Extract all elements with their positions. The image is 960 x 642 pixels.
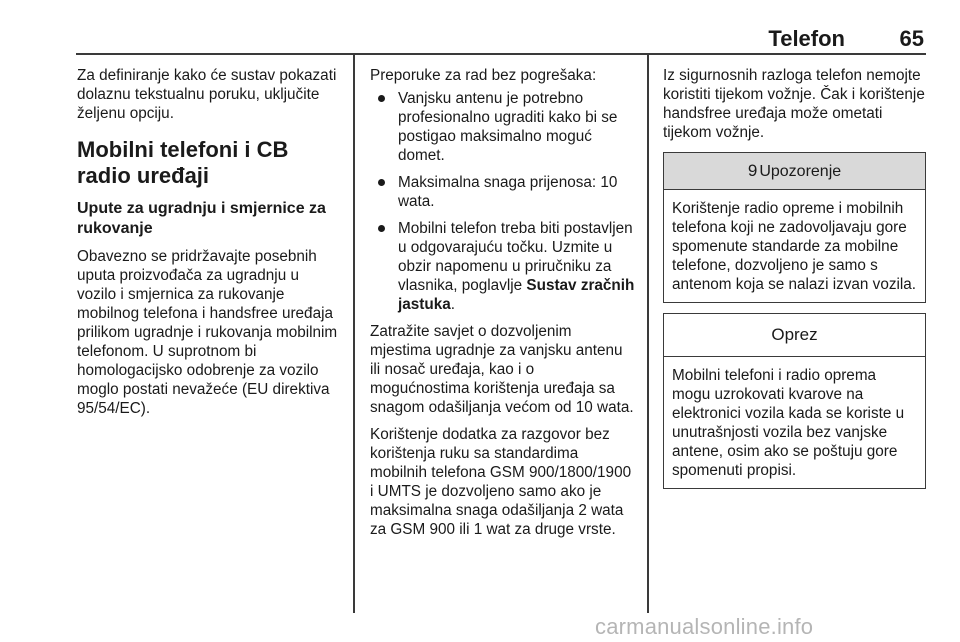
- caution-header: Oprez: [664, 314, 925, 357]
- column-3: [663, 66, 927, 489]
- body-paragraph: Korištenje dodatka za razgovor bez korištenja ruku sa standardima mobilnih telefona GSM 900/1800/1900 i UMTS je dozvoljeno samo ako je maksimalna snaga odašiljanja 2 wata za GSM 900 ili 1 wat za druge vrste.: [370, 426, 632, 538]
- caution-box: [663, 313, 926, 489]
- warning-title: Upozorenje: [759, 163, 842, 180]
- lead-paragraph: Preporuke za rad bez pogrešaka:: [370, 67, 597, 84]
- warning-body: Korištenje radio opreme i mobilnih telefona koji ne zadovoljavaju gore spomenute standarde za mobilne telefone, dozvoljeno je samo s antenom koja se nalazi izvan vozila.: [672, 200, 917, 293]
- column-1: [77, 66, 341, 426]
- column-divider-2: [647, 55, 649, 613]
- body-paragraph: Obavezno se pridržavajte posebnih uputa proizvođača za ugradnju u vozilo i smjernica za rukovanje mobilnog telefona i handsfree uređaja prilikom ugradnje i rukovanja mobilnim telefonom. U suprotnom bi homologacijsko odobrenje za vozilo moglo postati nevažeće (EU direktiva 95/54/EC).: [77, 248, 338, 417]
- intro-paragraph: Iz sigurnosnih razloga telefon nemojte koristiti tijekom vožnje. Čak i korištenje handsfree uređaja može ometati tijekom vožnje.: [663, 67, 925, 141]
- list-item: Vanjsku antenu je potrebno profesionalno ugraditi kako bi se postigao maksimalno moguć domet.: [370, 89, 636, 165]
- recommendation-list: [370, 89, 636, 314]
- list-item: Maksimalna snaga prijenosa: 10 wata.: [370, 173, 636, 211]
- section-title: Telefon: [768, 26, 845, 51]
- chapter-reference[interactable]: Sustav zračnih jastuka: [398, 277, 635, 313]
- warning-header: [664, 153, 925, 190]
- section-heading: Mobilni telefoni i CB radio uređaji: [77, 137, 289, 188]
- subsection-heading: Upute za ugradnju i smjernice za rukovanje: [77, 200, 326, 237]
- warning-icon: 9: [747, 161, 758, 180]
- page-number: 65: [899, 26, 924, 51]
- caution-body: Mobilni telefoni i radio oprema mogu uzrokovati kvarove na elektronici vozila kada se koriste u unutrašnjosti vozila bez vanjske antene, osim ako se poštuju gore spomenuti propisi.: [672, 367, 905, 479]
- column-divider-1: [353, 55, 355, 613]
- bullet-icon: [378, 95, 385, 102]
- warning-box: [663, 152, 926, 303]
- column-2: [370, 66, 636, 547]
- bullet-icon: [378, 179, 385, 186]
- intro-paragraph: Za definiranje kako će sustav pokazati dolaznu tekstualnu poruku, uključite željenu opciju.: [77, 67, 337, 122]
- header-divider: [76, 53, 926, 55]
- body-paragraph: Zatražite savjet o dozvoljenim mjestima ugradnje za vanjsku antenu ili nosač uređaja, kao i o mogućnostima korištenja uređaja sa snagom odašiljanja većom od 10 wata.: [370, 323, 634, 416]
- list-item: Mobilni telefon treba biti postavljen u odgovarajuću točku. Uzmite u obzir napomenu u priručniku za vlasnika, poglavlje Sustav zračnih jastuka.: [370, 219, 636, 314]
- watermark: carmanualsonline.info: [595, 614, 814, 639]
- bullet-icon: [378, 225, 385, 232]
- page-header: [0, 26, 960, 56]
